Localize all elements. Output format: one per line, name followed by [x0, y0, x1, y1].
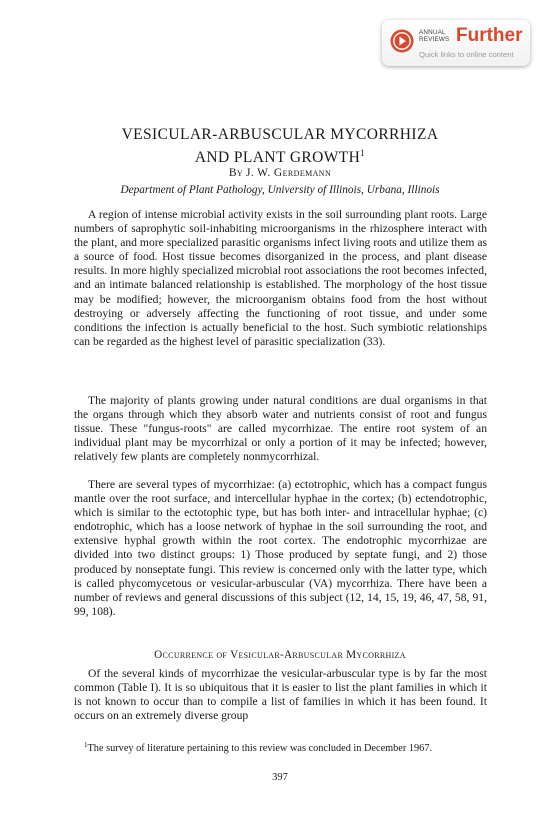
- further-wordmark: Further: [456, 25, 523, 46]
- paragraph-intro: [74, 208, 487, 349]
- annual-text: ANNUAL: [419, 29, 446, 36]
- author-line: [0, 167, 560, 179]
- footnote: [74, 739, 487, 755]
- footnote-mark: 1: [84, 741, 88, 749]
- reviews-text: REVIEWS: [419, 36, 450, 43]
- article-title: [0, 125, 560, 167]
- footnote-text: The survey of literature pertaining to this review was concluded in December 1967.: [87, 743, 433, 754]
- paragraph-occurrence: [74, 667, 487, 723]
- paragraph-1: A region of intense microbial activity exists in the soil surrounding plant roots. Large numbers of saprophytic soil-inhabiting microorganisms in the rhizosphere interact with the plant, and more specialized parasitic organisms infect living roots and utilize them as a source of food. Host tissue becomes disorganized in the process, and plant disease results. In more highly specialized microbial root associations the root becomes infected, and an intimate balanced relationship is established. The morphology of the host tissue may be modified; however, the microorganism obtains food from the host without destroying or adversely affecting the functioning of root tissue, and under some conditions the infection is actually beneficial to the host. Such symbiotic relationships can be regarded as the highest level of parasitic specialization (33).: [74, 208, 487, 348]
- title-line-1: VESICULAR-ARBUSCULAR MYCORRHIZA: [121, 126, 439, 143]
- paragraph-4: Of the several kinds of mycorrhizae the vesicular-arbuscular type is by far the most common (Table I). It is so ubiquitous that it is easier to list the plant families in which it is not known to occur than to compile a list of families in which it has been found. It occurs on an extremely diverse group: [74, 667, 487, 723]
- title-line-2-text: AND PLANT GROWTH: [194, 149, 361, 166]
- further-badge[interactable]: [382, 20, 530, 66]
- paragraph-dual-organisms: [74, 394, 487, 464]
- author-prefix: By: [228, 167, 244, 179]
- section-heading: Occurrence of Vesicular-Arbuscular Mycorrhiza: [154, 649, 406, 661]
- further-subtitle: Quick links to online content: [419, 50, 514, 59]
- paragraph-2: The majority of plants growing under natural conditions are dual organisms in that the organs through which they absorb water and nutrients consist of root and fungus tissue. These "fungus-roots" are called mycorrhizae. The entire root system of an individual plant may be mycorrhizal or only a portion of it may be infected; however, relatively few plants are completely nonmycorrhizal.: [74, 394, 487, 464]
- author-affiliation: Department of Plant Pathology, University of Illinois, Urbana, Illinois: [120, 184, 440, 196]
- author-name: J. W. Gerdemann: [245, 167, 332, 179]
- paragraph-mycorrhiza-types: [74, 478, 487, 619]
- footnote-paragraph: [74, 739, 487, 755]
- further-logo-icon: [390, 29, 414, 53]
- title-line-2: [0, 144, 560, 167]
- page-number: 397: [272, 772, 288, 783]
- title-footnote-mark[interactable]: 1: [360, 148, 366, 158]
- annual-reviews-wordmark: [419, 29, 449, 43]
- paragraph-3: There are several types of mycorrhizae: (a) ectotrophic, which has a compact fungus mantle over the root surface, and intercellular hyphae in the cortex; (b) ectendotrophic, which is similar to the ectotophic type, but has both inter- and intracellular hyphae; (c) endotrophic, which has a loose network of hyphae in the soil surrounding the root, and extensive hyphal growth within the root cortex. The endotrophic mycorrhizae are divided into two distinct groups: 1) Those produced by septate fungi, and 2) those produced by nonseptate fungi. This review is concerned only with the latter type, which is called phycomycetous or vesicular-arbuscular (VA) mycorrhiza. There have been a number of reviews and general discussions of this subject (12, 14, 15, 19, 46, 47, 58, 91, 99, 108).: [74, 478, 487, 618]
